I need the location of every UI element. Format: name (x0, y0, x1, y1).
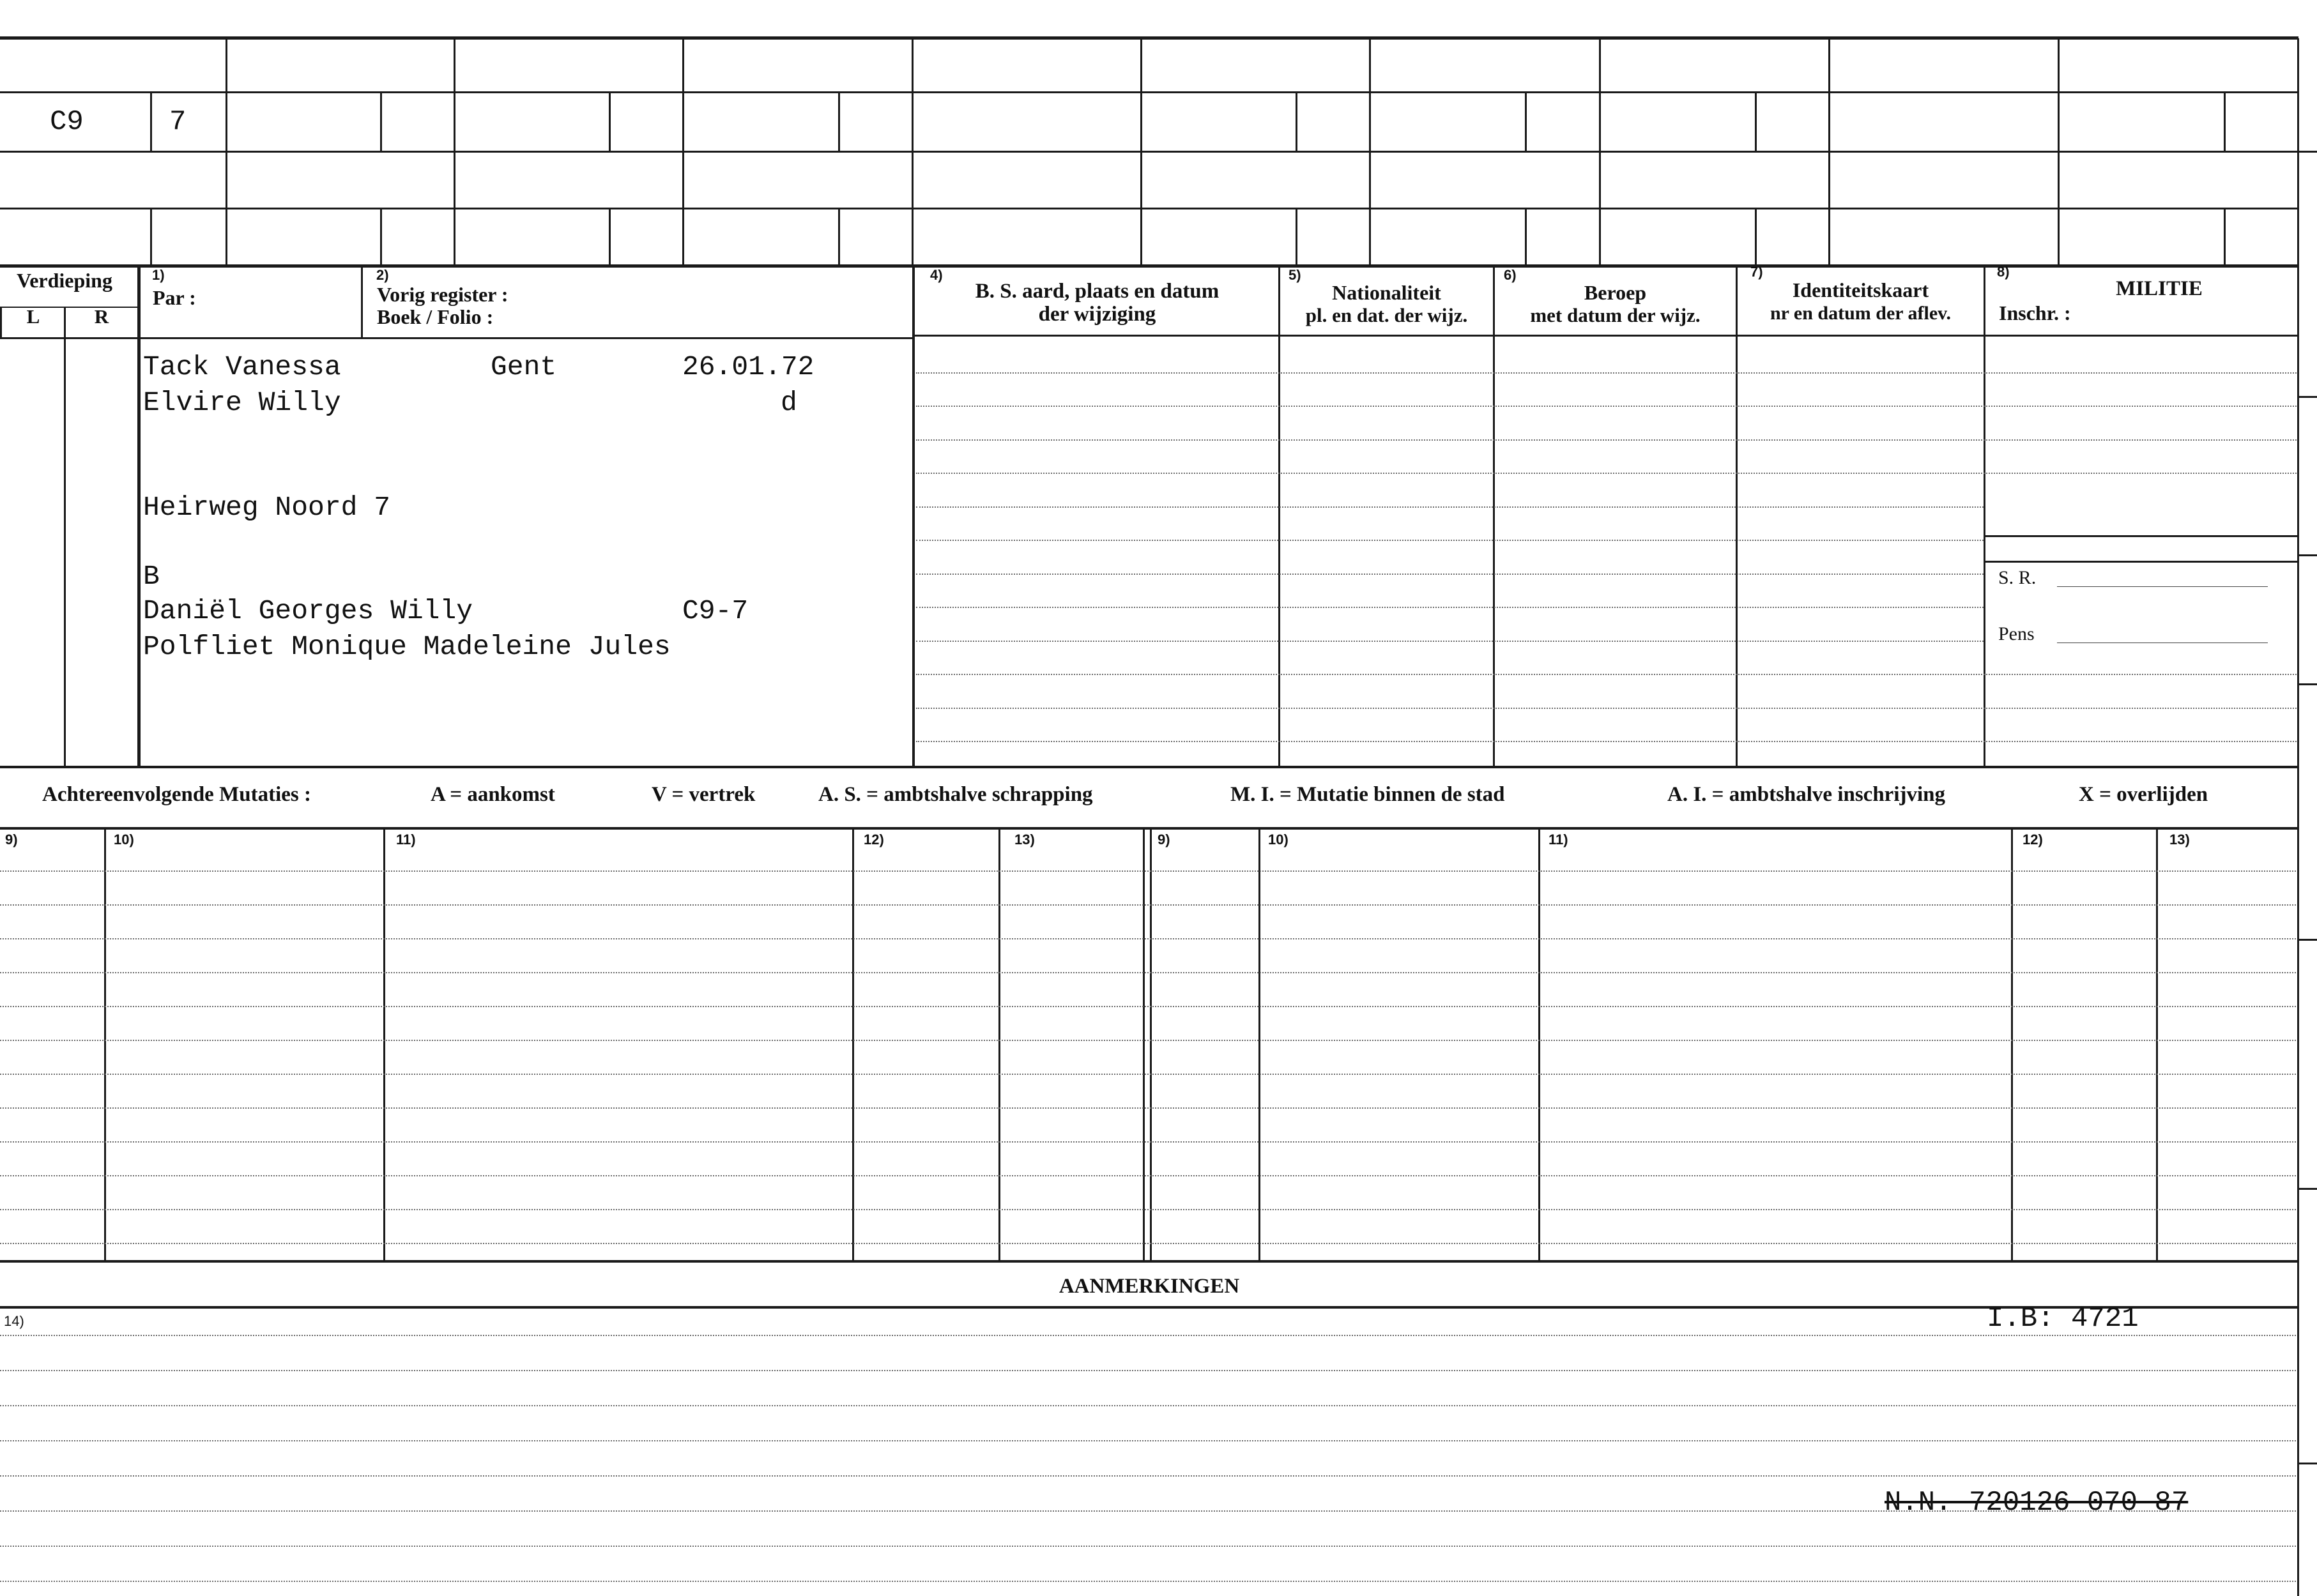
mutatie-ambtshalve-schrapping: A. S. = ambtshalve schrapping (818, 783, 1093, 806)
militie-inschr-label: Inschr. : (1999, 301, 2071, 324)
verdieping-l: L (26, 305, 40, 328)
beroep-line2: met datum der wijz. (1530, 304, 1701, 326)
vorig-number: 2) (376, 267, 389, 283)
mut-col-11-left: 11) (396, 832, 416, 847)
bs-header-line2: der wijziging (1038, 303, 1156, 326)
mut-col-13-left: 13) (1014, 832, 1035, 847)
mutatie-binnen-stad: M. I. = Mutatie binnen de stad (1230, 783, 1505, 806)
person-name: Tack Vanessa (143, 351, 341, 383)
mutatie-overlijden: X = overlijden (2079, 783, 2208, 806)
nationaliteit-line2: pl. en dat. der wijz. (1305, 304, 1468, 326)
militie-sr-label: S. R. (1998, 567, 2037, 588)
militie-pens-label: Pens (1998, 623, 2035, 644)
mut-col-9-right: 9) (1158, 832, 1170, 847)
birth-date: 26.01.72 (682, 351, 814, 383)
mut-col-11-right: 11) (1548, 832, 1568, 847)
father-name: Daniël Georges Willy (143, 595, 473, 627)
militie-number: 8) (1997, 264, 2010, 280)
mut-col-12-left: 12) (864, 832, 884, 847)
mut-col-13-right: 13) (2169, 832, 2190, 847)
militie-title: MILITIE (2116, 277, 2203, 300)
bs-header-line1: B. S. aard, plaats en datum (975, 280, 1220, 303)
verdieping-label: Verdieping (17, 269, 112, 292)
mutatie-ambtshalve-inschrijving: A. I. = ambtshalve inschrijving (1667, 783, 1946, 806)
first-names: Elvire Willy (143, 387, 341, 418)
grid-cell-code: C9 (50, 106, 84, 138)
national-number: N.N. 720126 070 87 (1885, 1487, 2189, 1519)
identiteit-line2: nr en datum der aflev. (1770, 303, 1952, 324)
bs-number: 4) (930, 267, 943, 283)
ib-number: I.B: 4721 (1987, 1303, 2139, 1335)
verdieping-r: R (94, 305, 109, 328)
record-code: B (143, 561, 160, 592)
beroep-line1: Beroep (1584, 281, 1647, 304)
par-label: Par : (153, 286, 196, 309)
mother-name: Polfliet Monique Madeleine Jules (143, 631, 671, 662)
father-reference: C9-7 (682, 595, 749, 627)
grid-cell-number: 7 (169, 106, 187, 138)
nationaliteit-number: 5) (1288, 267, 1301, 283)
beroep-number: 6) (1504, 267, 1517, 283)
mutatie-aankomst: A = aankomst (431, 783, 555, 806)
aanmerkingen-title: AANMERKINGEN (1059, 1275, 1240, 1298)
sex: d (781, 387, 797, 418)
mut-col-10-right: 10) (1268, 832, 1288, 847)
par-number: 1) (152, 267, 165, 283)
boek-folio-label: Boek / Folio : (377, 305, 494, 328)
vorig-register-label: Vorig register : (377, 283, 509, 306)
mutaties-label: Achtereenvolgende Mutaties : (42, 783, 311, 806)
mutatie-vertrek: V = vertrek (652, 783, 756, 806)
identiteit-number: 7) (1750, 264, 1763, 280)
address: Heirweg Noord 7 (143, 492, 391, 523)
aanmerkingen-number: 14) (4, 1313, 24, 1329)
mut-col-12-right: 12) (2023, 832, 2043, 847)
nationaliteit-line1: Nationaliteit (1332, 281, 1441, 304)
birth-place: Gent (491, 351, 557, 383)
mut-col-10-left: 10) (114, 832, 134, 847)
identiteit-line1: Identiteitskaart (1792, 278, 1929, 301)
mut-col-9-left: 9) (5, 832, 18, 847)
